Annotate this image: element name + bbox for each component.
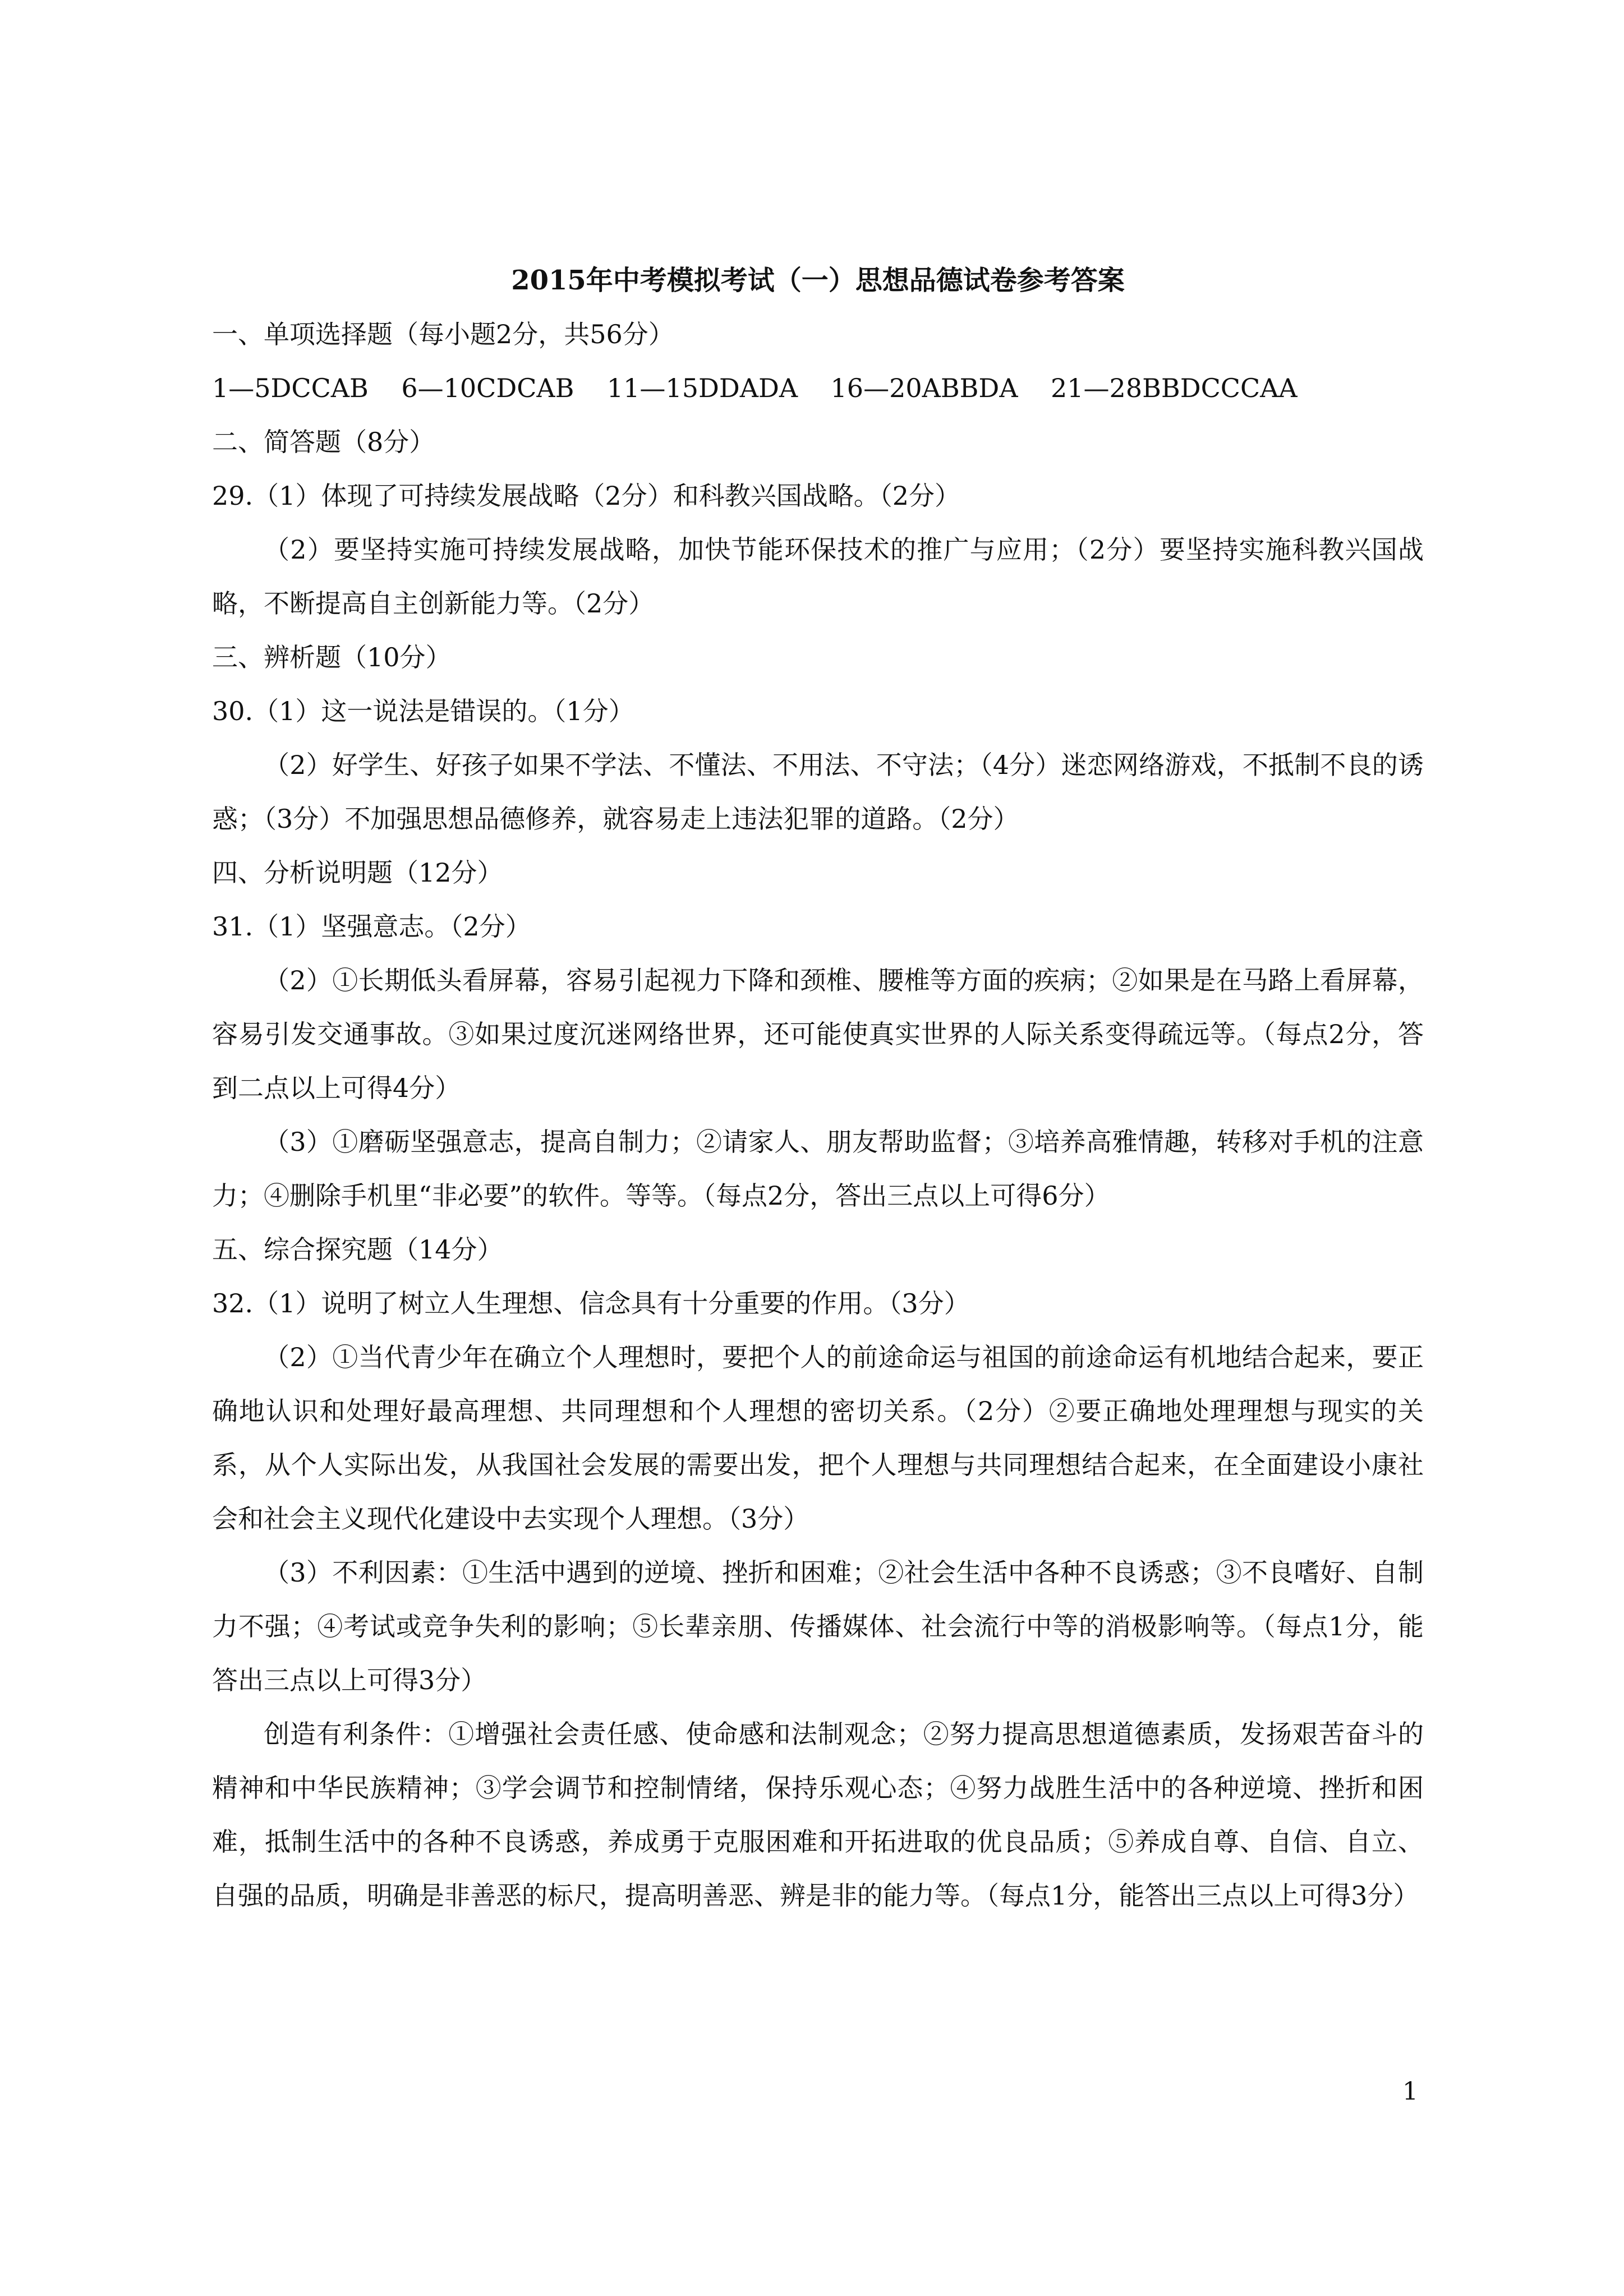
section-heading-5: 五、综合探究题（14分） bbox=[212, 1234, 503, 1265]
section-heading-4: 四、分析说明题（12分） bbox=[212, 857, 503, 888]
answer-29-2: （2）要坚持实施可持续发展战略，加快节能环保技术的推广与应用；（2分）要坚持实施科教兴国战略，不断提高自主创新能力等。（2分） bbox=[212, 534, 1424, 619]
section-heading-2: 二、简答题（8分） bbox=[212, 427, 435, 457]
answer-32-3: （3）不利因素：①生活中遇到的逆境、挫折和困难；②社会生活中各种不良诱惑；③不良嗜好、自制力不强；④考试或竞争失利的影响；⑤长辈亲朋、传播媒体、社会流行中等的消极影响等。（每点1分，能答出三点以上可得3分） bbox=[212, 1557, 1424, 1695]
page-number: 1 bbox=[1402, 2077, 1418, 2106]
multiple-choice-answers: 1—5DCCAB 6—10CDCAB 11—15DDADA 16—20ABBDA 21—28BBDCCCAA bbox=[212, 373, 1298, 403]
answer-32-3-favorable: 创造有利条件：①增强社会责任感、使命感和法制观念；②努力提高思想道德素质，发扬艰苦奋斗的精神和中华民族精神；③学会调节和控制情绪，保持乐观心态；④努力战胜生活中的各种逆境、挫折和困难，抵制生活中的各种不良诱惑，养成勇于克服困难和开拓进取的优良品质；⑤养成自尊、自信、自立、自强的品质，明确是非善恶的标尺，提高明善恶、辨是非的能力等。（每点1分，能答出三点以上可得3分） bbox=[212, 1719, 1424, 1911]
section-heading-1: 一、单项选择题（每小题2分，共56分） bbox=[212, 319, 674, 349]
answer-31-1: 31.（1）坚强意志。（2分） bbox=[212, 911, 531, 942]
answer-29-1: 29.（1）体现了可持续发展战略（2分）和科教兴国战略。（2分） bbox=[212, 481, 960, 511]
answer-30-2: （2）好学生、好孩子如果不学法、不懂法、不用法、不守法；（4分）迷恋网络游戏，不抵制不良的诱惑；（3分）不加强思想品德修养，就容易走上违法犯罪的道路。（2分） bbox=[212, 750, 1424, 834]
answer-32-2: （2）①当代青少年在确立个人理想时，要把个人的前途命运与祖国的前途命运有机地结合起来，要正确地认识和处理好最高理想、共同理想和个人理想的密切关系。（2分）②要正确地处理理想与现实的关系，从个人实际出发，从我国社会发展的需要出发，把个人理想与共同理想结合起来，在全面建设小康社会和社会主义现代化建设中去实现个人理想。（3分） bbox=[212, 1342, 1424, 1534]
answer-32-1: 32.（1）说明了树立人生理想、信念具有十分重要的作用。（3分） bbox=[212, 1288, 970, 1318]
answer-31-2: （2）①长期低头看屏幕，容易引起视力下降和颈椎、腰椎等方面的疾病；②如果是在马路上看屏幕，容易引发交通事故。③如果过度沉迷网络世界，还可能使真实世界的人际关系变得疏远等。（每点2分，答到二点以上可得4分） bbox=[212, 965, 1424, 1103]
section-heading-3: 三、辨析题（10分） bbox=[212, 642, 452, 672]
document-title: 2015年中考模拟考试（一）思想品德试卷参考答案 bbox=[511, 265, 1125, 296]
answer-31-3: （3）①磨砺坚强意志，提高自制力；②请家人、朋友帮助监督；③培养高雅情趣，转移对手机的注意力；④删除手机里“非必要”的软件。等等。（每点2分，答出三点以上可得6分） bbox=[212, 1127, 1424, 1211]
answer-30-1: 30.（1）这一说法是错误的。（1分） bbox=[212, 696, 634, 726]
answer-key-content bbox=[212, 253, 1424, 1922]
